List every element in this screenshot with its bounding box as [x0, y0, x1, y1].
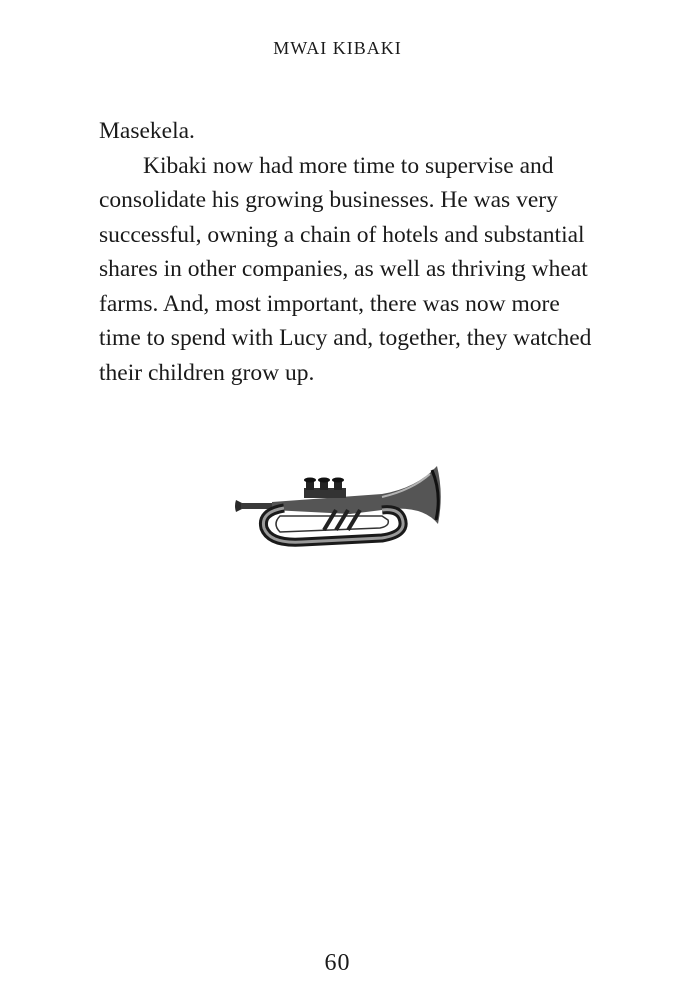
trumpet-icon	[232, 460, 442, 550]
body-text	[99, 114, 604, 390]
paragraph-continuation: Masekela.	[99, 118, 195, 144]
paragraph: Kibaki now had more time to supervise and consolidate his growing businesses. He was very successful, owning a chain of hotels and substantial shares in other companies, as well as thriving wheat farms. And, most important, there was now more time to spend with Lucy and, together, they watched their children grow up.	[99, 152, 592, 386]
running-head: MWAI KIBAKI	[273, 38, 402, 58]
page-number: 60	[324, 950, 351, 976]
